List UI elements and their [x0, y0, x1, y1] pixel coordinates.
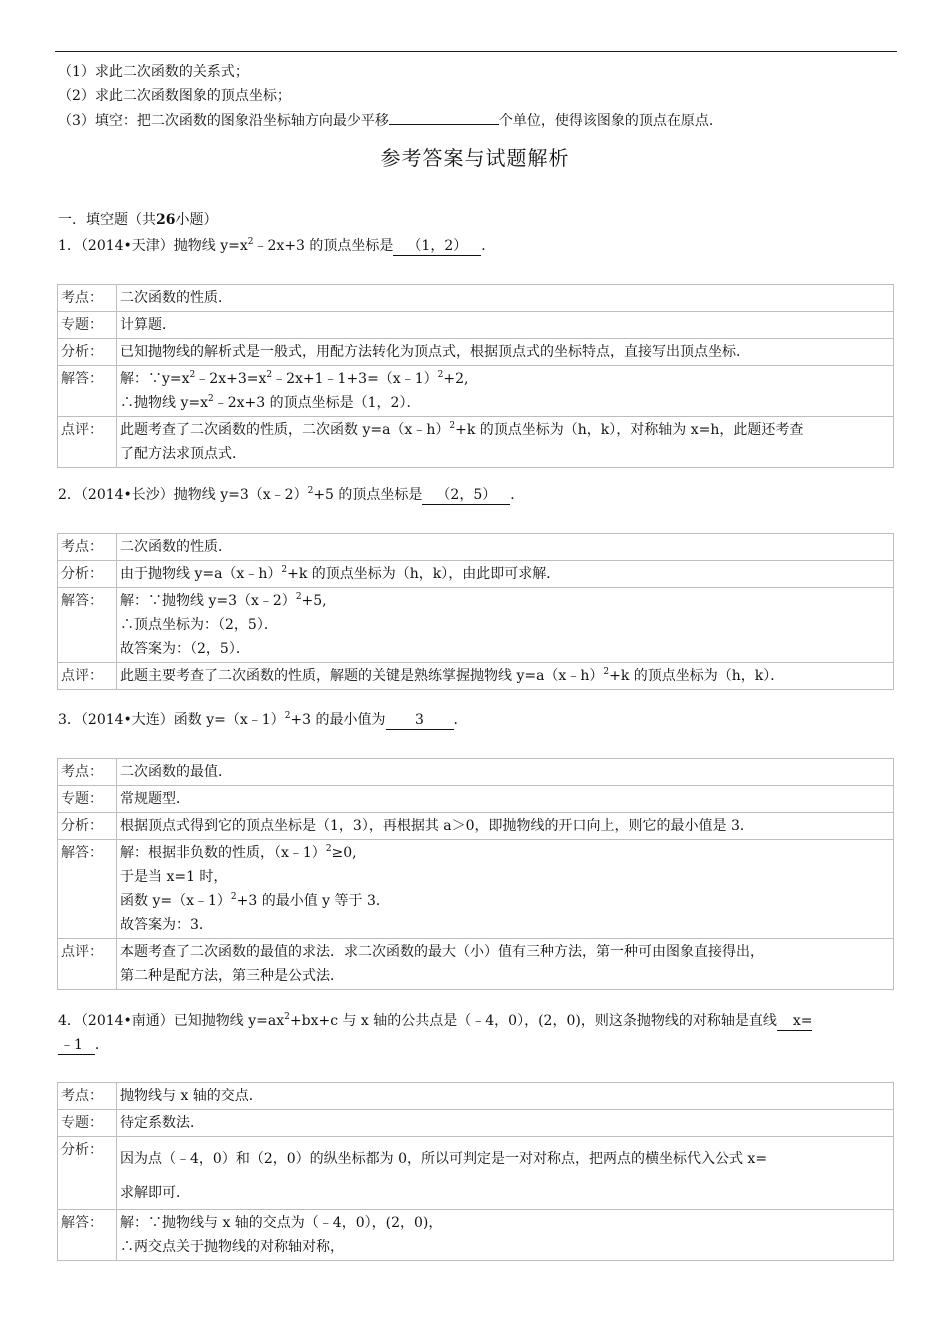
- page-title: 参考答案与试题解析: [380, 146, 570, 170]
- question-part-3: （3）填空：把二次函数的图象沿坐标轴方向最少平移 个单位，使得该图象的顶点在原点.: [58, 113, 714, 129]
- table-row: 解答： 解：$\because y=x^2﹣2x+3=x^2﹣2x+1﹣1+3=(x﹣1)^2+2$, ∴抛物线 $y=x^2﹣2x+3$ 的顶点坐标是（1，2）．: [58, 366, 894, 417]
- table-row: 分析： 根据顶点式得到它的顶点坐标是（1，3），再根据其 a＞0，即抛物线的开口向上，则它的最小值是 3．: [58, 813, 894, 840]
- table-row: 考点： 二次函数的最值．: [58, 759, 894, 786]
- table-row: 专题： 待定系数法．: [58, 1110, 894, 1137]
- header-rule: [55, 51, 897, 52]
- table-row: 点评： 此题考查了二次函数的性质，二次函数 y=a（x﹣h）$^2$+k 的顶点坐标为（h，k），对称轴为 x=h，此题还考查 了配方法求顶点式．: [58, 417, 894, 468]
- table-row: 解答： 解：∵抛物线 y=3（x﹣2）$^2$+5, ∴顶点坐标为：（2，5）． 故答案为：（2，5）．: [58, 588, 894, 663]
- table-row: 分析： 因为点（﹣4，0）和（2，0）的纵坐标都为 0，所以可判定是一对对称点，把两点的横坐标代入公式 x= 求解即可．: [58, 1137, 894, 1210]
- fill-blank: [389, 124, 499, 125]
- table-row: 分析： 由于抛物线 y=a（x﹣h）$^2$+k 的顶点坐标为（h，k），由此即可求解．: [58, 561, 894, 588]
- table-row: 考点： 二次函数的性质．: [58, 285, 894, 312]
- table-row: 考点： 二次函数的性质．: [58, 534, 894, 561]
- problem-2-answer: （2，5）: [422, 486, 510, 505]
- table-row: 分析： 已知抛物线的解析式是一般式，用配方法转化为顶点式，根据顶点式的坐标特点，直接写出顶点坐标．: [58, 339, 894, 366]
- problem-4-stem-cont: ﹣1 ．: [60, 1037, 109, 1053]
- problem-4-solution-table: [57, 1082, 894, 1261]
- problem-2-stem: 2．（2014•长沙）抛物线 y=3（x﹣2）$^2$+5 的顶点坐标是 （2，5） ．: [58, 486, 525, 503]
- problem-4-stem: 4．（2014•南通）已知抛物线 $y=ax^2+bx+c$ 与 x 轴的公共点是（﹣4，0），(2，0)，则这条抛物线的对称轴是直线 x=: [58, 1012, 813, 1029]
- table-row: 专题： 常规题型．: [58, 786, 894, 813]
- table-row: 考点： 抛物线与 x 轴的交点．: [58, 1083, 894, 1110]
- problem-4-answer-part-1: x=: [777, 1012, 813, 1031]
- problem-2-solution-table: [57, 533, 894, 690]
- table-row: 解答： 解：∵抛物线与 x 轴的交点为（﹣4，0），(2，0)， ∴两交点关于抛物线的对称轴对称，: [58, 1210, 894, 1261]
- problem-1-solution-table: [57, 284, 894, 468]
- problem-1-stem: 1．（2014•天津）抛物线 $y=x^2﹣2x+3$ 的顶点坐标是 （1，2） ．: [58, 237, 496, 254]
- question-part-1: （1）求此二次函数的关系式；: [58, 64, 249, 80]
- table-row: 专题： 计算题．: [58, 312, 894, 339]
- table-row: 点评： 本题考查了二次函数的最值的求法．求二次函数的最大（小）值有三种方法，第一种可由图象直接得出， 第二种是配方法，第三种是公式法．: [58, 939, 894, 990]
- problem-4-answer-part-2: ﹣1: [58, 1036, 95, 1055]
- problem-1-answer: （1，2）: [393, 237, 481, 256]
- problem-3-answer: 3: [386, 711, 454, 730]
- problem-3-solution-table: [57, 758, 894, 990]
- table-row: 点评： 此题主要考查了二次函数的性质，解题的关键是熟练掌握抛物线 y=a（x﹣h）$^2$+k 的顶点坐标为（h，k）．: [58, 663, 894, 690]
- section-heading: 一．填空题（共26小题）: [58, 212, 218, 228]
- question-part-2: （2）求此二次函数图象的顶点坐标；: [58, 88, 291, 104]
- table-row: 解答： 解：根据非负数的性质，（x﹣1）$^2$≥0, 于是当 x=1 时， 函数 y=（x﹣1）$^2$+3 的最小值 y 等于 3． 故答案为：3．: [58, 840, 894, 939]
- problem-3-stem: 3．（2014•大连）函数 y=（x﹣1）$^2$+3 的最小值为 3 ．: [58, 711, 468, 728]
